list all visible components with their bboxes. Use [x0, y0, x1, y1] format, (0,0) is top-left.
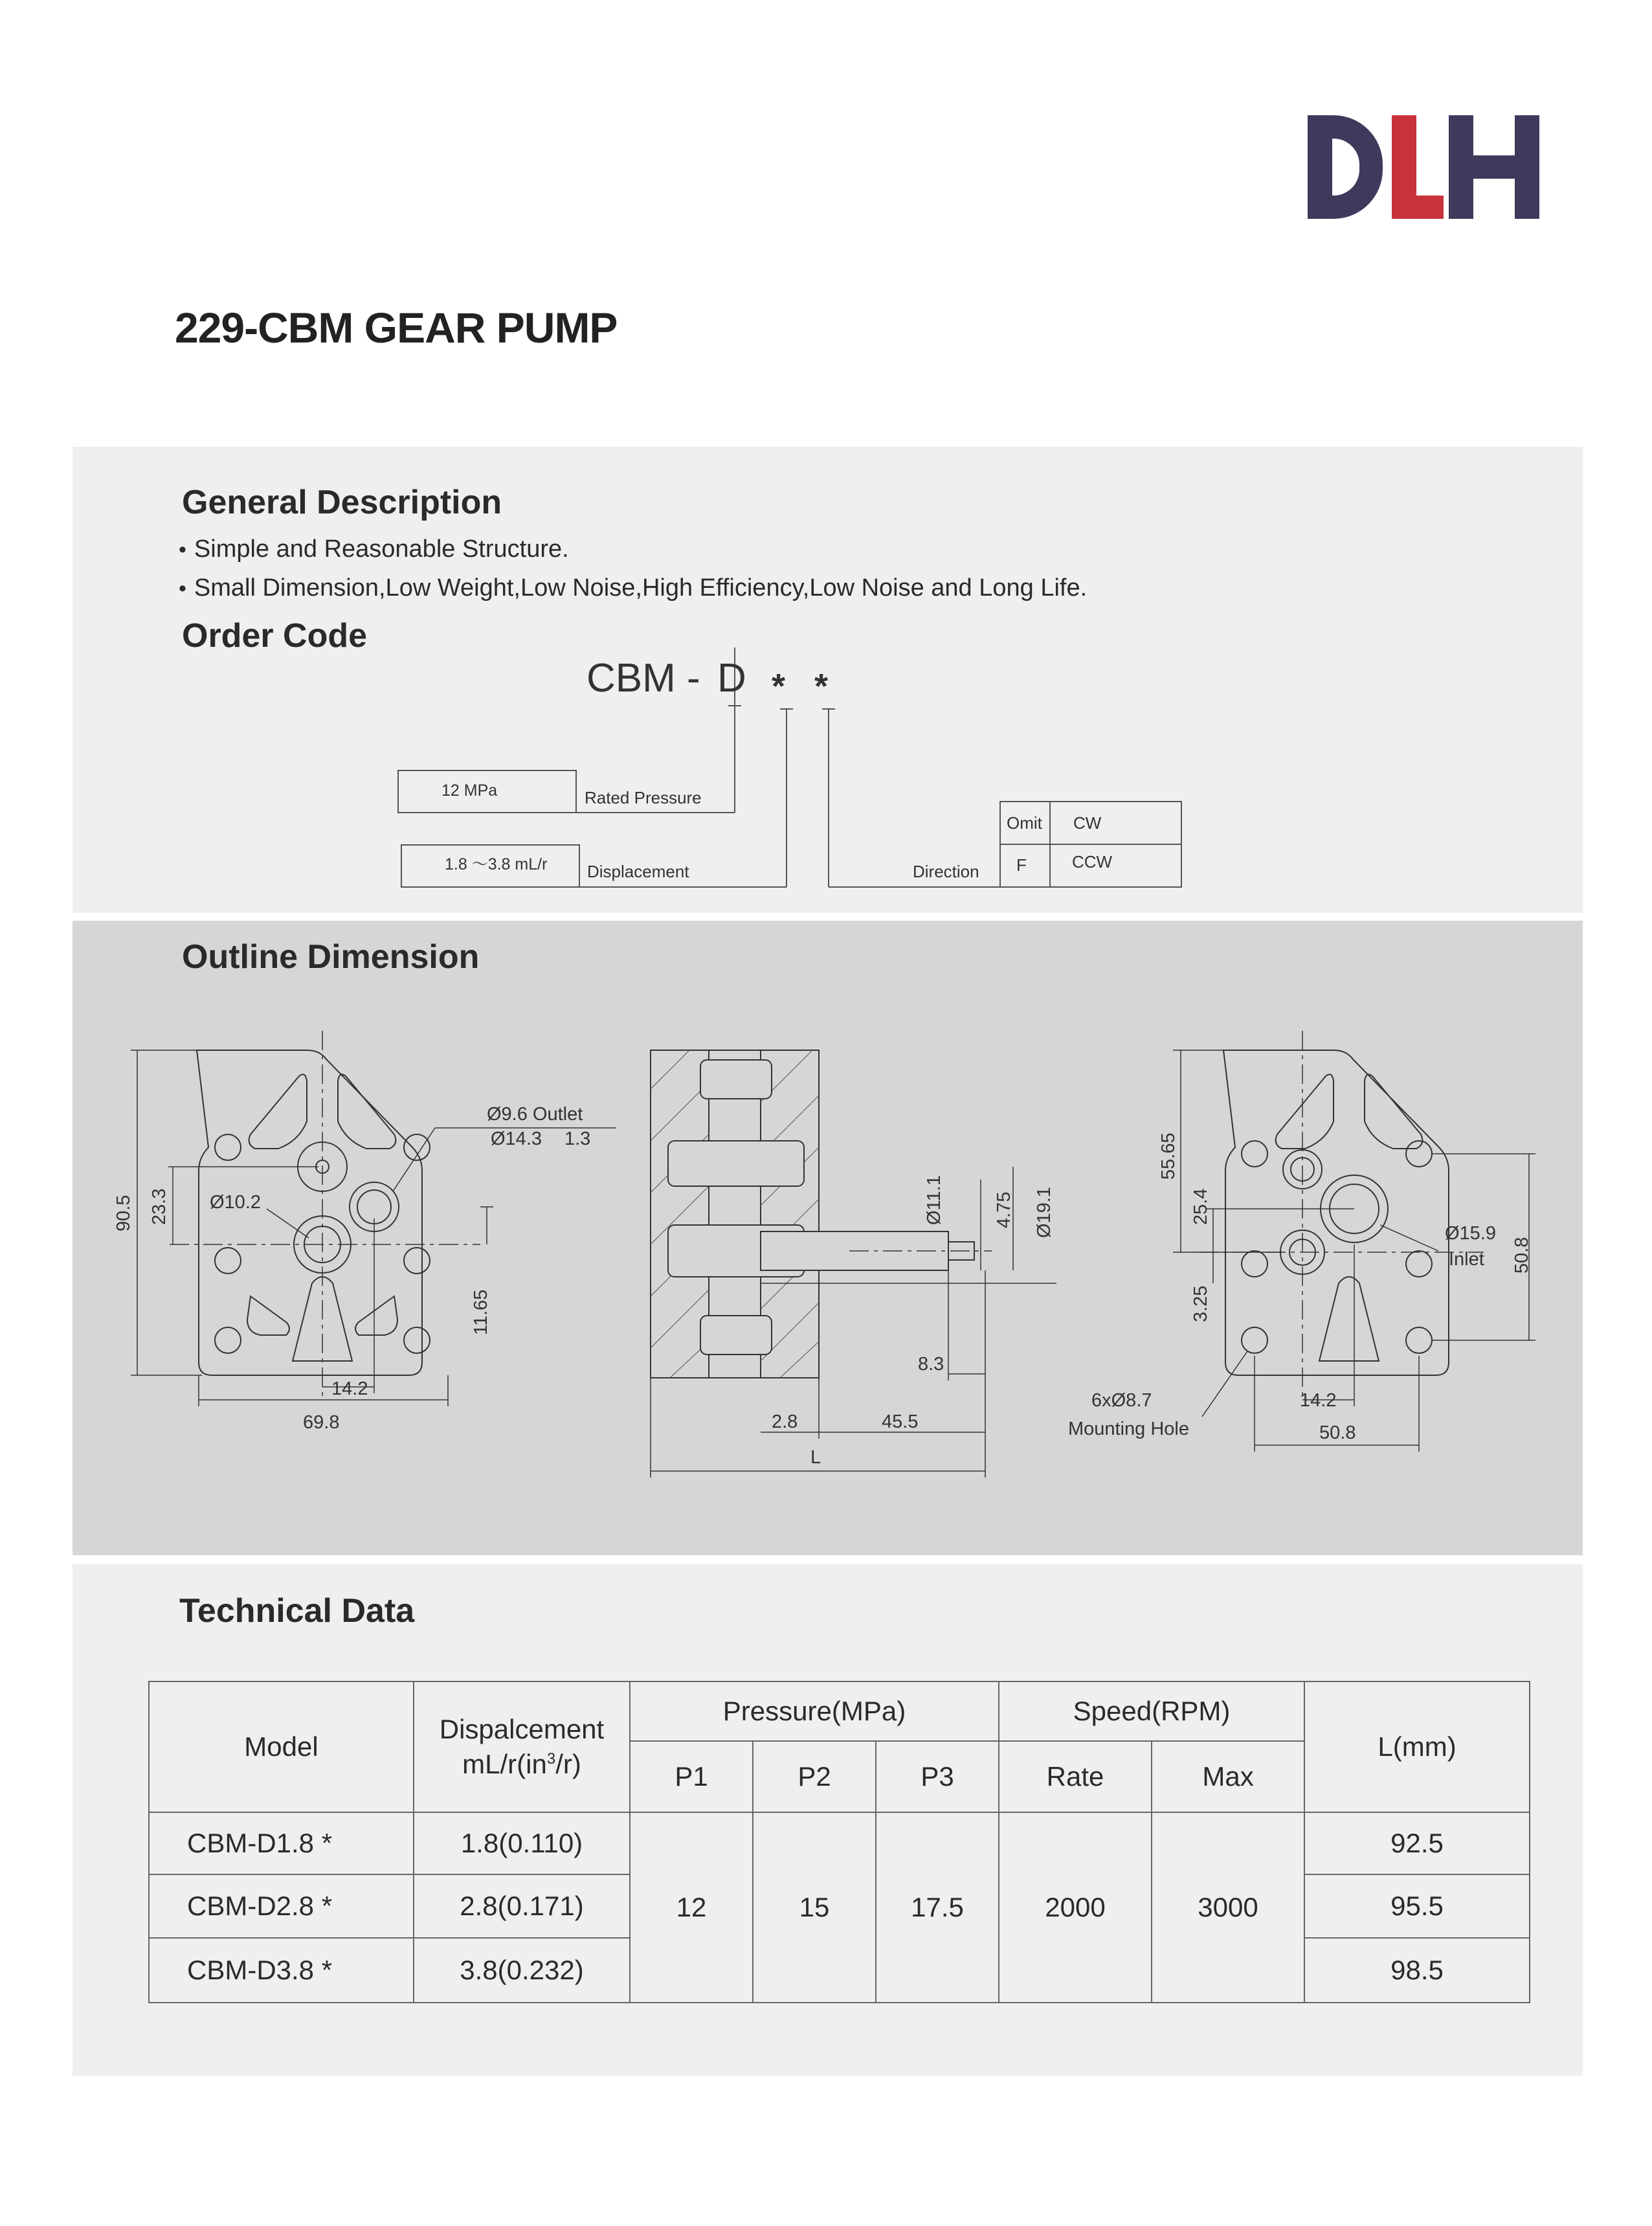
- order-code-d: D: [717, 656, 746, 701]
- dim-2-8: 2.8: [772, 1411, 798, 1432]
- rated-pressure-value: 12 MPa: [441, 781, 498, 800]
- cell-model: CBM-D2.8 *: [149, 1874, 414, 1938]
- header-displacement-line1: Dispalcement: [439, 1714, 605, 1744]
- header-displacement-unit-end: /r): [555, 1749, 581, 1779]
- front-view-body: [197, 1050, 422, 1375]
- direction-code-cw: Omit: [1007, 813, 1042, 833]
- dim-8-3: 8.3: [918, 1354, 944, 1375]
- header-displacement: [414, 1681, 630, 1812]
- technical-data-table: [148, 1681, 1530, 2003]
- header-p1: P1: [630, 1741, 753, 1812]
- direction-value-cw: CW: [1073, 813, 1102, 833]
- direction-value-ccw: CCW: [1072, 852, 1113, 871]
- dim-14-2-front: 14.2: [331, 1378, 368, 1399]
- cell-length: 98.5: [1304, 1938, 1530, 2003]
- feature-item: • Simple and Reasonable Structure.: [179, 530, 1087, 568]
- dim-outlet: Ø9.6 Outlet: [487, 1104, 583, 1125]
- cell-p3: 17.5: [876, 1812, 999, 2003]
- dlh-logo: [1308, 115, 1541, 219]
- header-pressure: Pressure(MPa): [630, 1681, 999, 1741]
- dim-45-5: 45.5: [882, 1411, 919, 1432]
- dim-length: L: [810, 1447, 821, 1468]
- order-code-heading: Order Code: [182, 617, 368, 655]
- direction-label: Direction: [913, 862, 979, 881]
- dim-inlet-label: Inlet: [1449, 1249, 1484, 1270]
- feature-item: • Small Dimension,Low Weight,Low Noise,High Efficiency,Low Noise and Long Life.: [179, 568, 1087, 607]
- dim-19-1: Ø19.1: [1034, 1187, 1055, 1238]
- cell-model: CBM-D3.8 *: [149, 1938, 414, 2003]
- header-rate: Rate: [999, 1741, 1152, 1812]
- cell-max: 3000: [1152, 1812, 1304, 2003]
- displacement-value: 1.8 ～3.8 mL/r: [445, 855, 548, 873]
- outline-drawing: [73, 921, 1583, 1555]
- technical-data-heading: Technical Data: [179, 1592, 415, 1630]
- dim-inlet: Ø15.9: [1445, 1223, 1496, 1244]
- order-code-diagram: [363, 647, 1269, 906]
- header-max: Max: [1152, 1741, 1304, 1812]
- dim-55-65: 55.65: [1158, 1132, 1179, 1180]
- rated-pressure-label: Rated Pressure: [585, 788, 702, 807]
- order-code-cbm: CBM -: [586, 656, 700, 701]
- order-code-star-1: *: [772, 667, 786, 706]
- header-p3: P3: [876, 1741, 999, 1812]
- dim-outlet-counterbore: Ø14.3: [491, 1129, 542, 1149]
- displacement-label: Displacement: [587, 862, 689, 881]
- dim-outlet-depth: 1.3: [564, 1129, 591, 1149]
- outline-dimension-heading: Outline Dimension: [182, 938, 480, 976]
- cell-length: 92.5: [1304, 1812, 1530, 1874]
- cell-model: CBM-D1.8 *: [149, 1812, 414, 1874]
- dim-10-2: Ø10.2: [210, 1192, 261, 1213]
- table-row: [149, 1812, 1530, 1874]
- cell-displacement: 1.8(0.110): [414, 1812, 630, 1874]
- dim-14-2-rear: 14.2: [1300, 1390, 1337, 1411]
- dim-69-8: 69.8: [303, 1412, 340, 1433]
- cell-rate: 2000: [999, 1812, 1152, 2003]
- dim-3-25: 3.25: [1190, 1285, 1211, 1322]
- page-title: 229-CBM GEAR PUMP: [175, 304, 618, 352]
- dim-4-75: 4.75: [994, 1191, 1014, 1228]
- header-model: Model: [149, 1681, 414, 1812]
- header-p2: P2: [753, 1741, 876, 1812]
- dim-23-3: 23.3: [149, 1188, 170, 1225]
- dim-25-4: 25.4: [1190, 1188, 1211, 1225]
- cell-length: 95.5: [1304, 1874, 1530, 1938]
- rear-view-body: [1223, 1050, 1449, 1375]
- dim-50-8-horizontal: 50.8: [1319, 1422, 1356, 1443]
- header-displacement-unit: mL/r(in: [462, 1749, 547, 1779]
- dim-mounting-hole: 6xØ8.7: [1091, 1390, 1152, 1411]
- header-displacement-sup: 3: [546, 1750, 556, 1768]
- general-description-heading: General Description: [182, 484, 502, 521]
- dim-mounting-hole-label: Mounting Hole: [1068, 1419, 1189, 1439]
- cell-p2: 15: [753, 1812, 876, 2003]
- header-speed: Speed(RPM): [999, 1681, 1304, 1741]
- header-length: L(mm): [1304, 1681, 1530, 1812]
- dim-11-65: 11.65: [471, 1289, 491, 1335]
- header-displacement-line2: [414, 1749, 629, 1780]
- feature-list: [179, 530, 1087, 607]
- cell-displacement: 2.8(0.171): [414, 1874, 630, 1938]
- cell-displacement: 3.8(0.232): [414, 1938, 630, 2003]
- dim-11-1: Ø11.1: [924, 1175, 944, 1225]
- order-code-star-2: *: [814, 667, 829, 706]
- direction-code-ccw: F: [1016, 855, 1027, 875]
- dim-90-5: 90.5: [113, 1195, 134, 1231]
- cell-p1: 12: [630, 1812, 753, 2003]
- dim-50-8-vertical: 50.8: [1512, 1237, 1532, 1274]
